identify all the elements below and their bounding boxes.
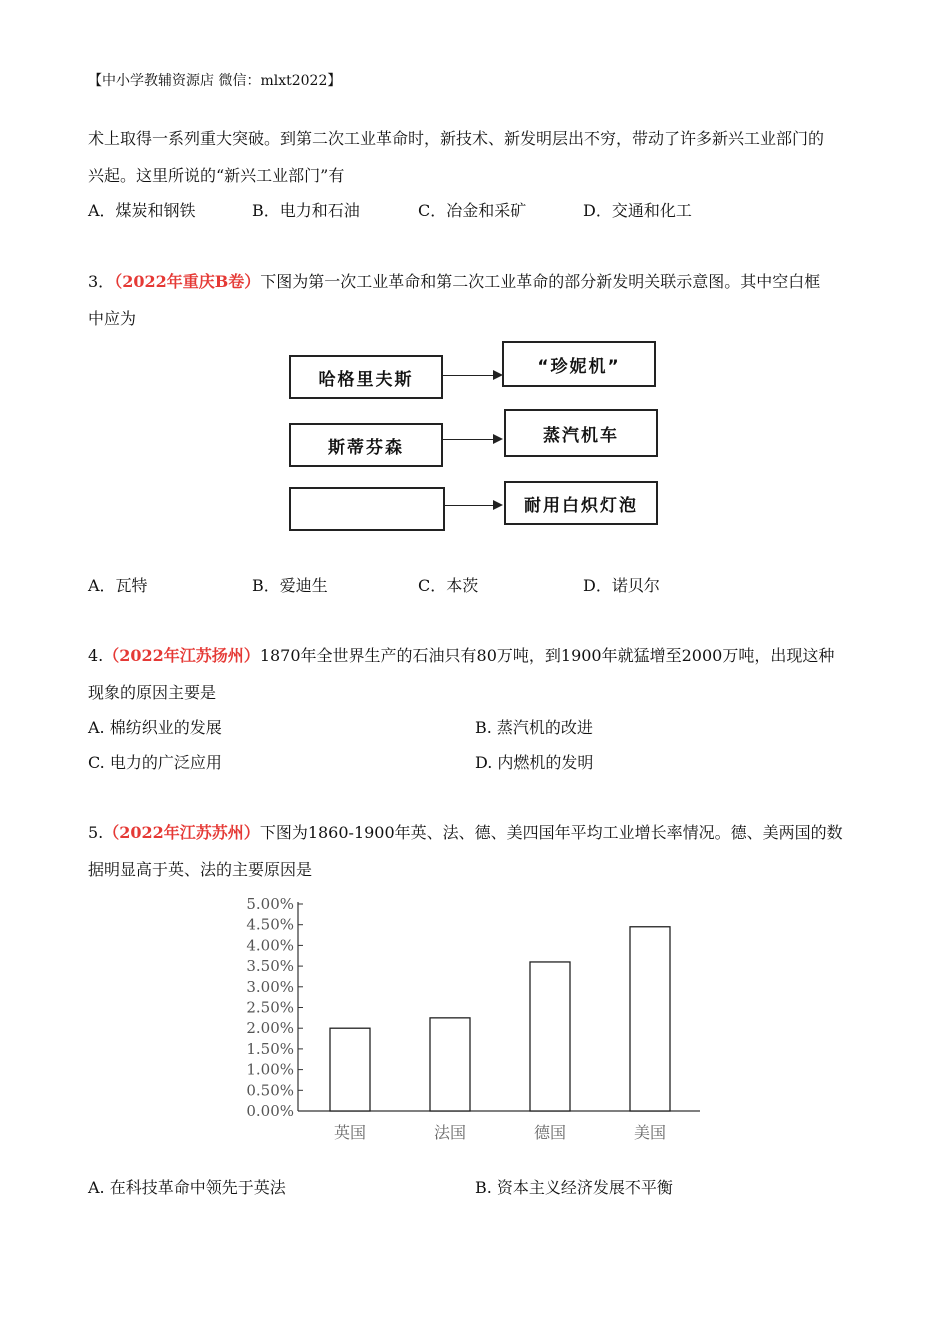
y-tick-label: 4.50% bbox=[246, 915, 294, 934]
q5-option-b[interactable]: B. 资本主义经济发展不平衡 bbox=[475, 1178, 673, 1197]
q5-text: 下图为1860-1900年英、法、德、美四国年平均工业增长率情况。德、美两国的数 bbox=[259, 823, 843, 842]
diagram-box-hargreaves: 哈格里夫斯 bbox=[289, 355, 443, 399]
y-tick-label: 4.00% bbox=[246, 936, 294, 955]
q3-option-c[interactable]: C．本茨 bbox=[418, 576, 479, 595]
q4-text: 1870年全世界生产的石油只有80万吨，到1900年就猛增至2000万吨，出现这种 bbox=[259, 646, 835, 665]
q3-number: 3． bbox=[88, 272, 115, 291]
q3-option-a[interactable]: A．瓦特 bbox=[88, 576, 148, 595]
q3-source: （2022年重庆B卷） bbox=[114, 272, 261, 291]
diagram-box-blank bbox=[289, 487, 445, 531]
diagram-arrow-2 bbox=[441, 439, 501, 440]
growth-rate-chart bbox=[240, 892, 710, 1152]
x-category-label: 英国 bbox=[333, 1123, 367, 1142]
q5-number: 5. bbox=[88, 823, 104, 842]
q2-option-c[interactable]: C．冶金和采矿 bbox=[418, 201, 527, 220]
x-category-label: 德国 bbox=[533, 1123, 567, 1142]
q4-stem-line2: 现象的原因主要是 bbox=[88, 683, 217, 702]
q3-option-b[interactable]: B．爱迪生 bbox=[252, 576, 328, 595]
q5-stem-line1 bbox=[88, 823, 843, 843]
y-tick-label: 1.50% bbox=[246, 1039, 294, 1058]
q2-option-a[interactable]: A．煤炭和钢铁 bbox=[88, 201, 196, 220]
diagram-arrow-3 bbox=[443, 505, 501, 506]
q2-stem-line2: 兴起。这里所说的“新兴工业部门”有 bbox=[88, 166, 345, 185]
y-tick-label: 2.50% bbox=[246, 998, 294, 1017]
y-tick-label: 2.00% bbox=[246, 1019, 294, 1038]
y-tick-label: 5.00% bbox=[246, 895, 294, 913]
y-tick-label: 0.00% bbox=[246, 1102, 294, 1120]
diagram-box-stephenson: 斯蒂芬森 bbox=[289, 423, 443, 467]
x-category-label: 法国 bbox=[433, 1123, 467, 1142]
q3-text: 下图为第一次工业革命和第二次工业革命的部分新发明关联示意图。其中空白框 bbox=[260, 272, 821, 291]
y-tick-label: 3.50% bbox=[246, 957, 294, 976]
q4-option-c[interactable]: C. 电力的广泛应用 bbox=[88, 753, 222, 772]
diagram-arrow-1 bbox=[441, 375, 501, 376]
q3-stem-line2: 中应为 bbox=[88, 309, 137, 328]
bar bbox=[530, 962, 570, 1111]
y-tick-label: 3.00% bbox=[246, 977, 294, 996]
q2-option-d[interactable]: D．交通和化工 bbox=[583, 201, 692, 220]
q4-number: 4. bbox=[88, 646, 104, 665]
q2-stem-line1: 术上取得一系列重大突破。到第二次工业革命时，新技术、新发明层出不穷，带动了许多新兴工业部门的 bbox=[88, 129, 825, 148]
q5-option-a[interactable]: A. 在科技革命中领先于英法 bbox=[88, 1178, 286, 1197]
bar bbox=[430, 1018, 470, 1111]
q3-stem-line1 bbox=[88, 272, 820, 292]
q4-stem-line1 bbox=[88, 646, 834, 666]
y-tick-label: 1.00% bbox=[246, 1060, 294, 1079]
diagram-box-lightbulb: 耐用白炽灯泡 bbox=[504, 481, 658, 525]
page-header: 【中小学教辅资源店 微信：mlxt2022】 bbox=[88, 73, 342, 89]
q4-option-d[interactable]: D. 内燃机的发明 bbox=[475, 753, 594, 772]
q5-stem-line2: 据明显高于英、法的主要原因是 bbox=[88, 860, 313, 879]
q4-option-b[interactable]: B. 蒸汽机的改进 bbox=[475, 718, 593, 737]
bar bbox=[630, 927, 670, 1111]
diagram-box-jenny: “珍妮机” bbox=[502, 341, 656, 387]
y-tick-label: 0.50% bbox=[246, 1081, 294, 1100]
q4-source: （2022年江苏扬州） bbox=[103, 646, 260, 665]
x-category-label: 美国 bbox=[633, 1123, 667, 1142]
q3-option-d[interactable]: D．诺贝尔 bbox=[583, 576, 660, 595]
bar bbox=[330, 1028, 370, 1111]
invention-diagram bbox=[285, 335, 665, 535]
q2-option-b[interactable]: B．电力和石油 bbox=[252, 201, 360, 220]
q4-option-a[interactable]: A. 棉纺织业的发展 bbox=[88, 718, 222, 737]
q5-source: （2022年江苏苏州） bbox=[103, 823, 260, 842]
diagram-box-locomotive: 蒸汽机车 bbox=[504, 409, 658, 457]
